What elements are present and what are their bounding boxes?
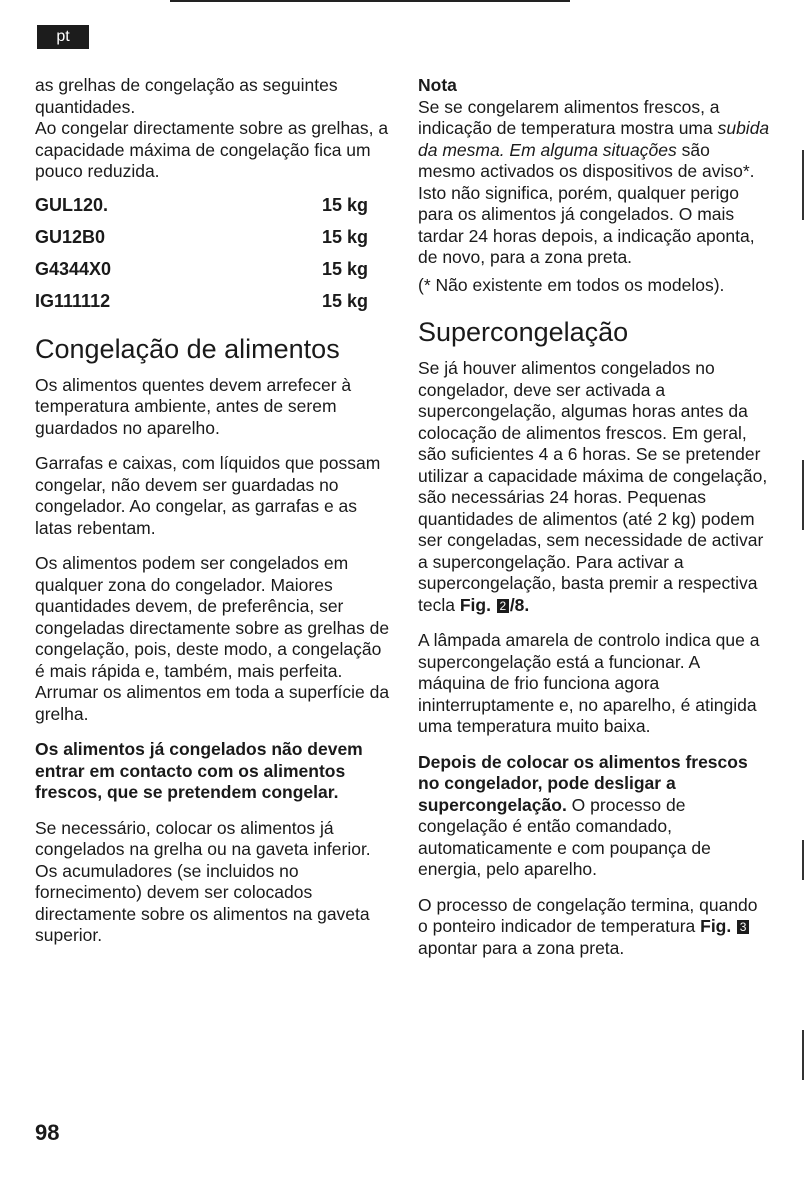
capacity-row: G4344X0 15 kg: [35, 258, 368, 279]
intro-text: as grelhas de congelação as seguintes quantidades. Ao congelar directamente sobre as grelhas, a capacidade máxima de congelação fica um pouco reduzida.: [35, 75, 389, 181]
capacity-table: [35, 189, 390, 317]
section-heading-superfreezing: Supercongelação: [418, 317, 629, 347]
figure-ref-box: 2: [497, 599, 509, 613]
paragraph: Depois de colocar os alimentos frescos no congelador, pode desligar a supercongelação. O processo de congelação é então comandado, automaticamente e com poupança de energia, pelo aparelho.: [418, 751, 748, 879]
paragraph: Os alimentos quentes devem arrefecer à temperatura ambiente, antes de serem guardados no aparelho.: [35, 374, 352, 438]
page-number: 98: [35, 1120, 60, 1145]
scan-edge-mark: [802, 150, 804, 220]
section-heading-freezing: Congelação de alimentos: [35, 333, 340, 364]
figure-ref-box: 3: [737, 920, 749, 934]
paragraph: O processo de congelação termina, quando o ponteiro indicador de temperatura Fig. 3 apontar para a zona preta.: [418, 894, 758, 958]
scan-edge-mark: [802, 460, 804, 530]
scan-edge-mark: [802, 840, 804, 880]
right-column: [418, 75, 770, 973]
paragraph: Se necessário, colocar os alimentos já congelados na grelha ou na gaveta inferior. Os acumuladores (se incluidos no fornecimento) devem ser colocados directamente sobre os alimentos na gaveta superior.: [35, 817, 371, 945]
left-column: [35, 75, 390, 961]
capacity-row: GUL120. 15 kg: [35, 194, 368, 215]
top-rule: [170, 0, 570, 2]
scan-edge-mark: [802, 1030, 804, 1080]
paragraph: A lâmpada amarela de controlo indica que a supercongelação está a funcionar. A máquina de frio funciona agora ininterruptamente e, no aparelho, é atingida uma temperatura muito baixa.: [418, 630, 760, 736]
capacity-row: GU12B0 15 kg: [35, 226, 368, 247]
language-tab: pt: [37, 25, 89, 49]
paragraph: Os alimentos podem ser congelados em qualquer zona do congelador. Maiores quantidades devem, de preferência, ser congeladas directamente sobre as grelhas de congelação, pois, deste modo, a congelação é mais rápida e, também, mais perfeita. Arrumar os alimentos em toda a superfície da grelha.: [35, 553, 390, 724]
footnote: (* Não existente em todos os modelos).: [418, 274, 725, 295]
note-title: Nota: [418, 75, 457, 95]
paragraph: Garrafas e caixas, com líquidos que possam congelar, não devem ser guardadas no congelador. Ao congelar, as garrafas e as latas rebentam.: [35, 453, 381, 538]
capacity-row: IG111112 15 kg: [35, 290, 368, 311]
note-text: Se se congelarem alimentos frescos, a indicação de temperatura mostra uma subida da mesma. Em alguma situações são mesmo activados os dispositivos de aviso*. Isto não significa, porém, qualquer perigo para os alimentos já congelados. O mais tardar 24 horas depois, a indicação aponta, de novo, para a zona preta.: [418, 96, 770, 267]
warning-text: Os alimentos já congelados não devem entrar em contacto com os alimentos frescos, que se pretendem congelar.: [35, 739, 363, 802]
paragraph: Se já houver alimentos congelados no congelador, deve ser activada a supercongelação, algumas horas antes da colocação de alimentos frescos. Em geral, são suficientes 4 a 6 horas. Se se pretender utilizar a capacidade máxima de congelação, são necessárias 24 horas. Pequenas quantidades de alimentos (até 2 kg) podem ser congeladas, sem necessidade de activar a supercongelação. Para activar a supercongelação, basta premir a respectiva tecla Fig. 2 /8.: [418, 358, 768, 615]
